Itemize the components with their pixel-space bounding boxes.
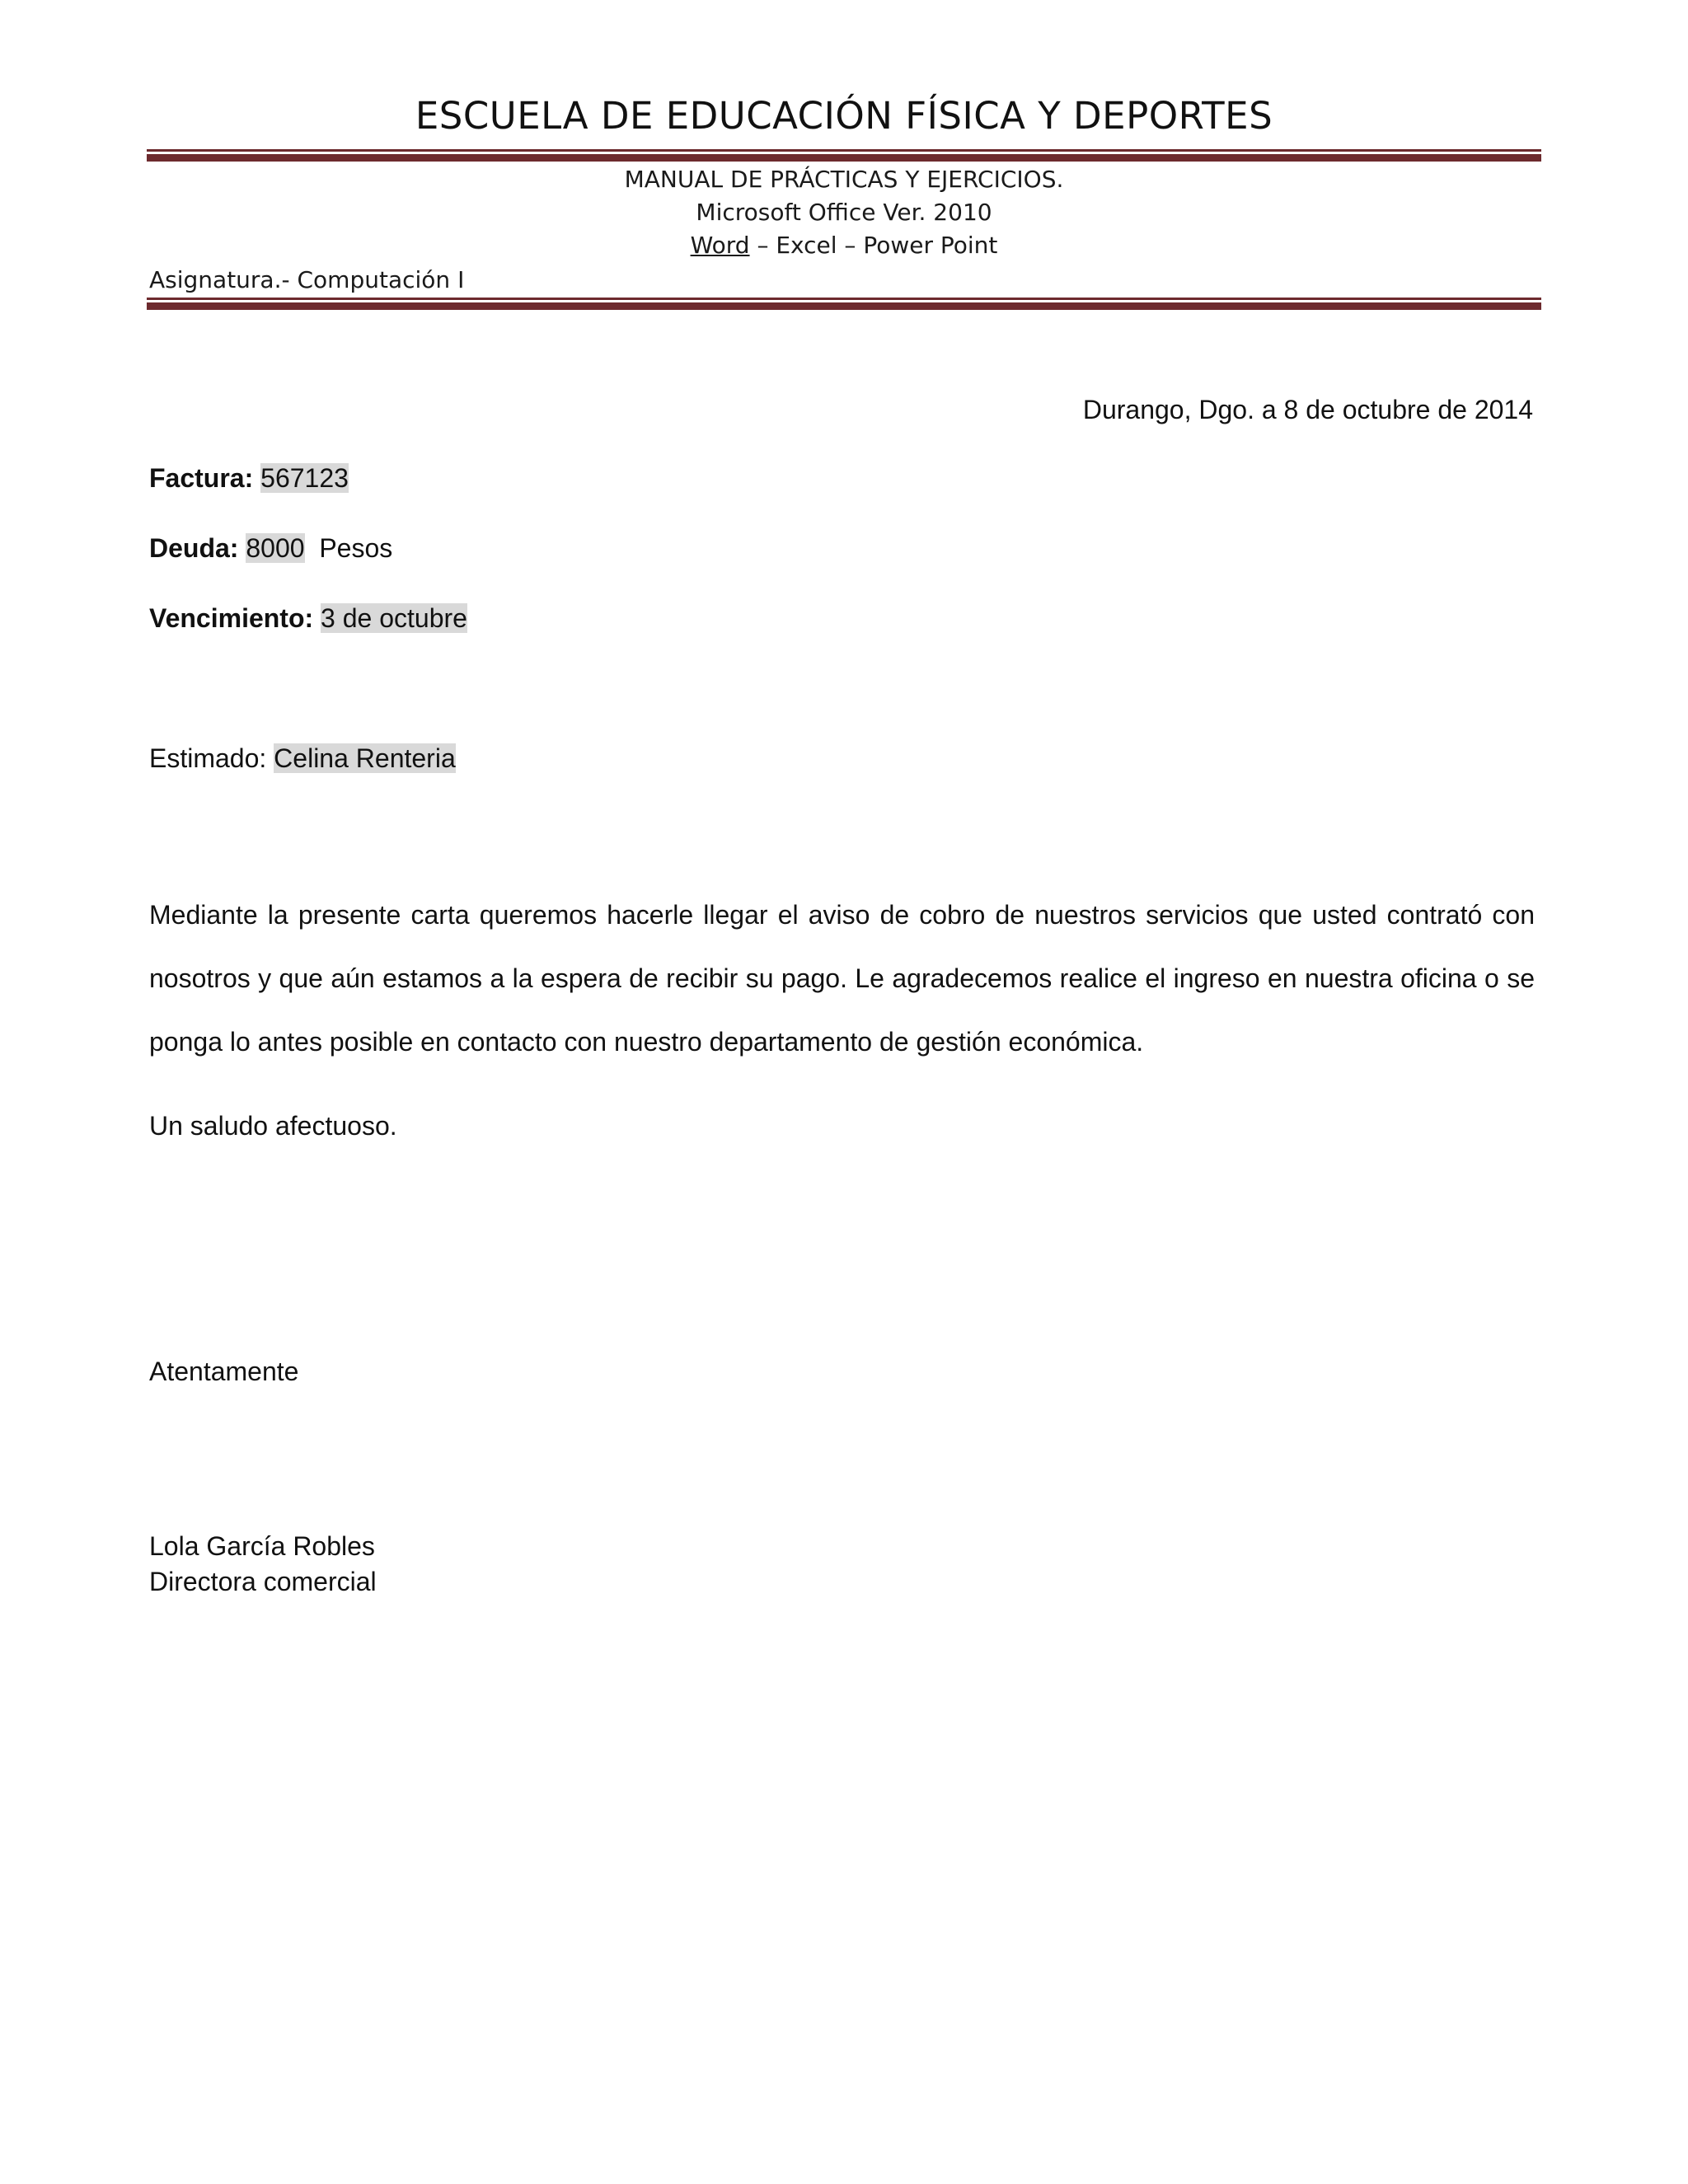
greeting <box>149 745 456 771</box>
debt-unit: Pesos <box>319 533 393 563</box>
place-date: Durango, Dgo. a 8 de octubre de 2014 <box>1082 395 1533 424</box>
app-word: Word <box>690 232 750 259</box>
debt-label: Deuda: <box>149 533 239 563</box>
manual-title: MANUAL DE PRÁCTICAS Y EJERCICIOS. <box>624 166 1064 193</box>
header-rule-bottom-thin <box>147 298 1541 300</box>
signer-title: Directora comercial <box>149 1567 377 1596</box>
invoice-value: 567123 <box>260 463 349 493</box>
due-field <box>149 605 467 631</box>
due-label: Vencimiento: <box>149 603 314 633</box>
letter-body: Mediante la presente carta queremos hacerle llegar el aviso de cobro de nuestros servicios que usted contrató con nosotros y que aún estamos a la espera de recibir su pago. Le agradecemos realice el ingreso en nuestra oficina o se ponga lo antes posible en contacto con nuestro departamento de gestión económica. <box>149 900 1535 1057</box>
signer-name: Lola García Robles <box>149 1531 375 1561</box>
recipient-name: Celina Renteria <box>274 743 456 773</box>
greeting-label: Estimado: <box>149 743 267 773</box>
header-rule-bottom-thick <box>147 302 1541 310</box>
apps-line <box>147 234 1541 257</box>
debt-value: 8000 <box>246 533 305 563</box>
subject-line: Asignatura.- Computación I <box>149 266 465 293</box>
apps-rest: – Excel – Power Point <box>749 232 998 259</box>
invoice-field <box>149 465 349 491</box>
invoice-label: Factura: <box>149 463 254 493</box>
header-rule-top-thin <box>147 149 1541 152</box>
debt-field <box>149 535 392 561</box>
school-title: ESCUELA DE EDUCACIÓN FÍSICA Y DEPORTES <box>415 94 1273 138</box>
office-version: Microsoft Office Ver. 2010 <box>696 199 992 226</box>
header-rule-top-thick <box>147 154 1541 162</box>
closing: Atentamente <box>149 1357 299 1386</box>
farewell: Un saludo afectuoso. <box>149 1111 397 1141</box>
due-value: 3 de octubre <box>321 603 467 633</box>
